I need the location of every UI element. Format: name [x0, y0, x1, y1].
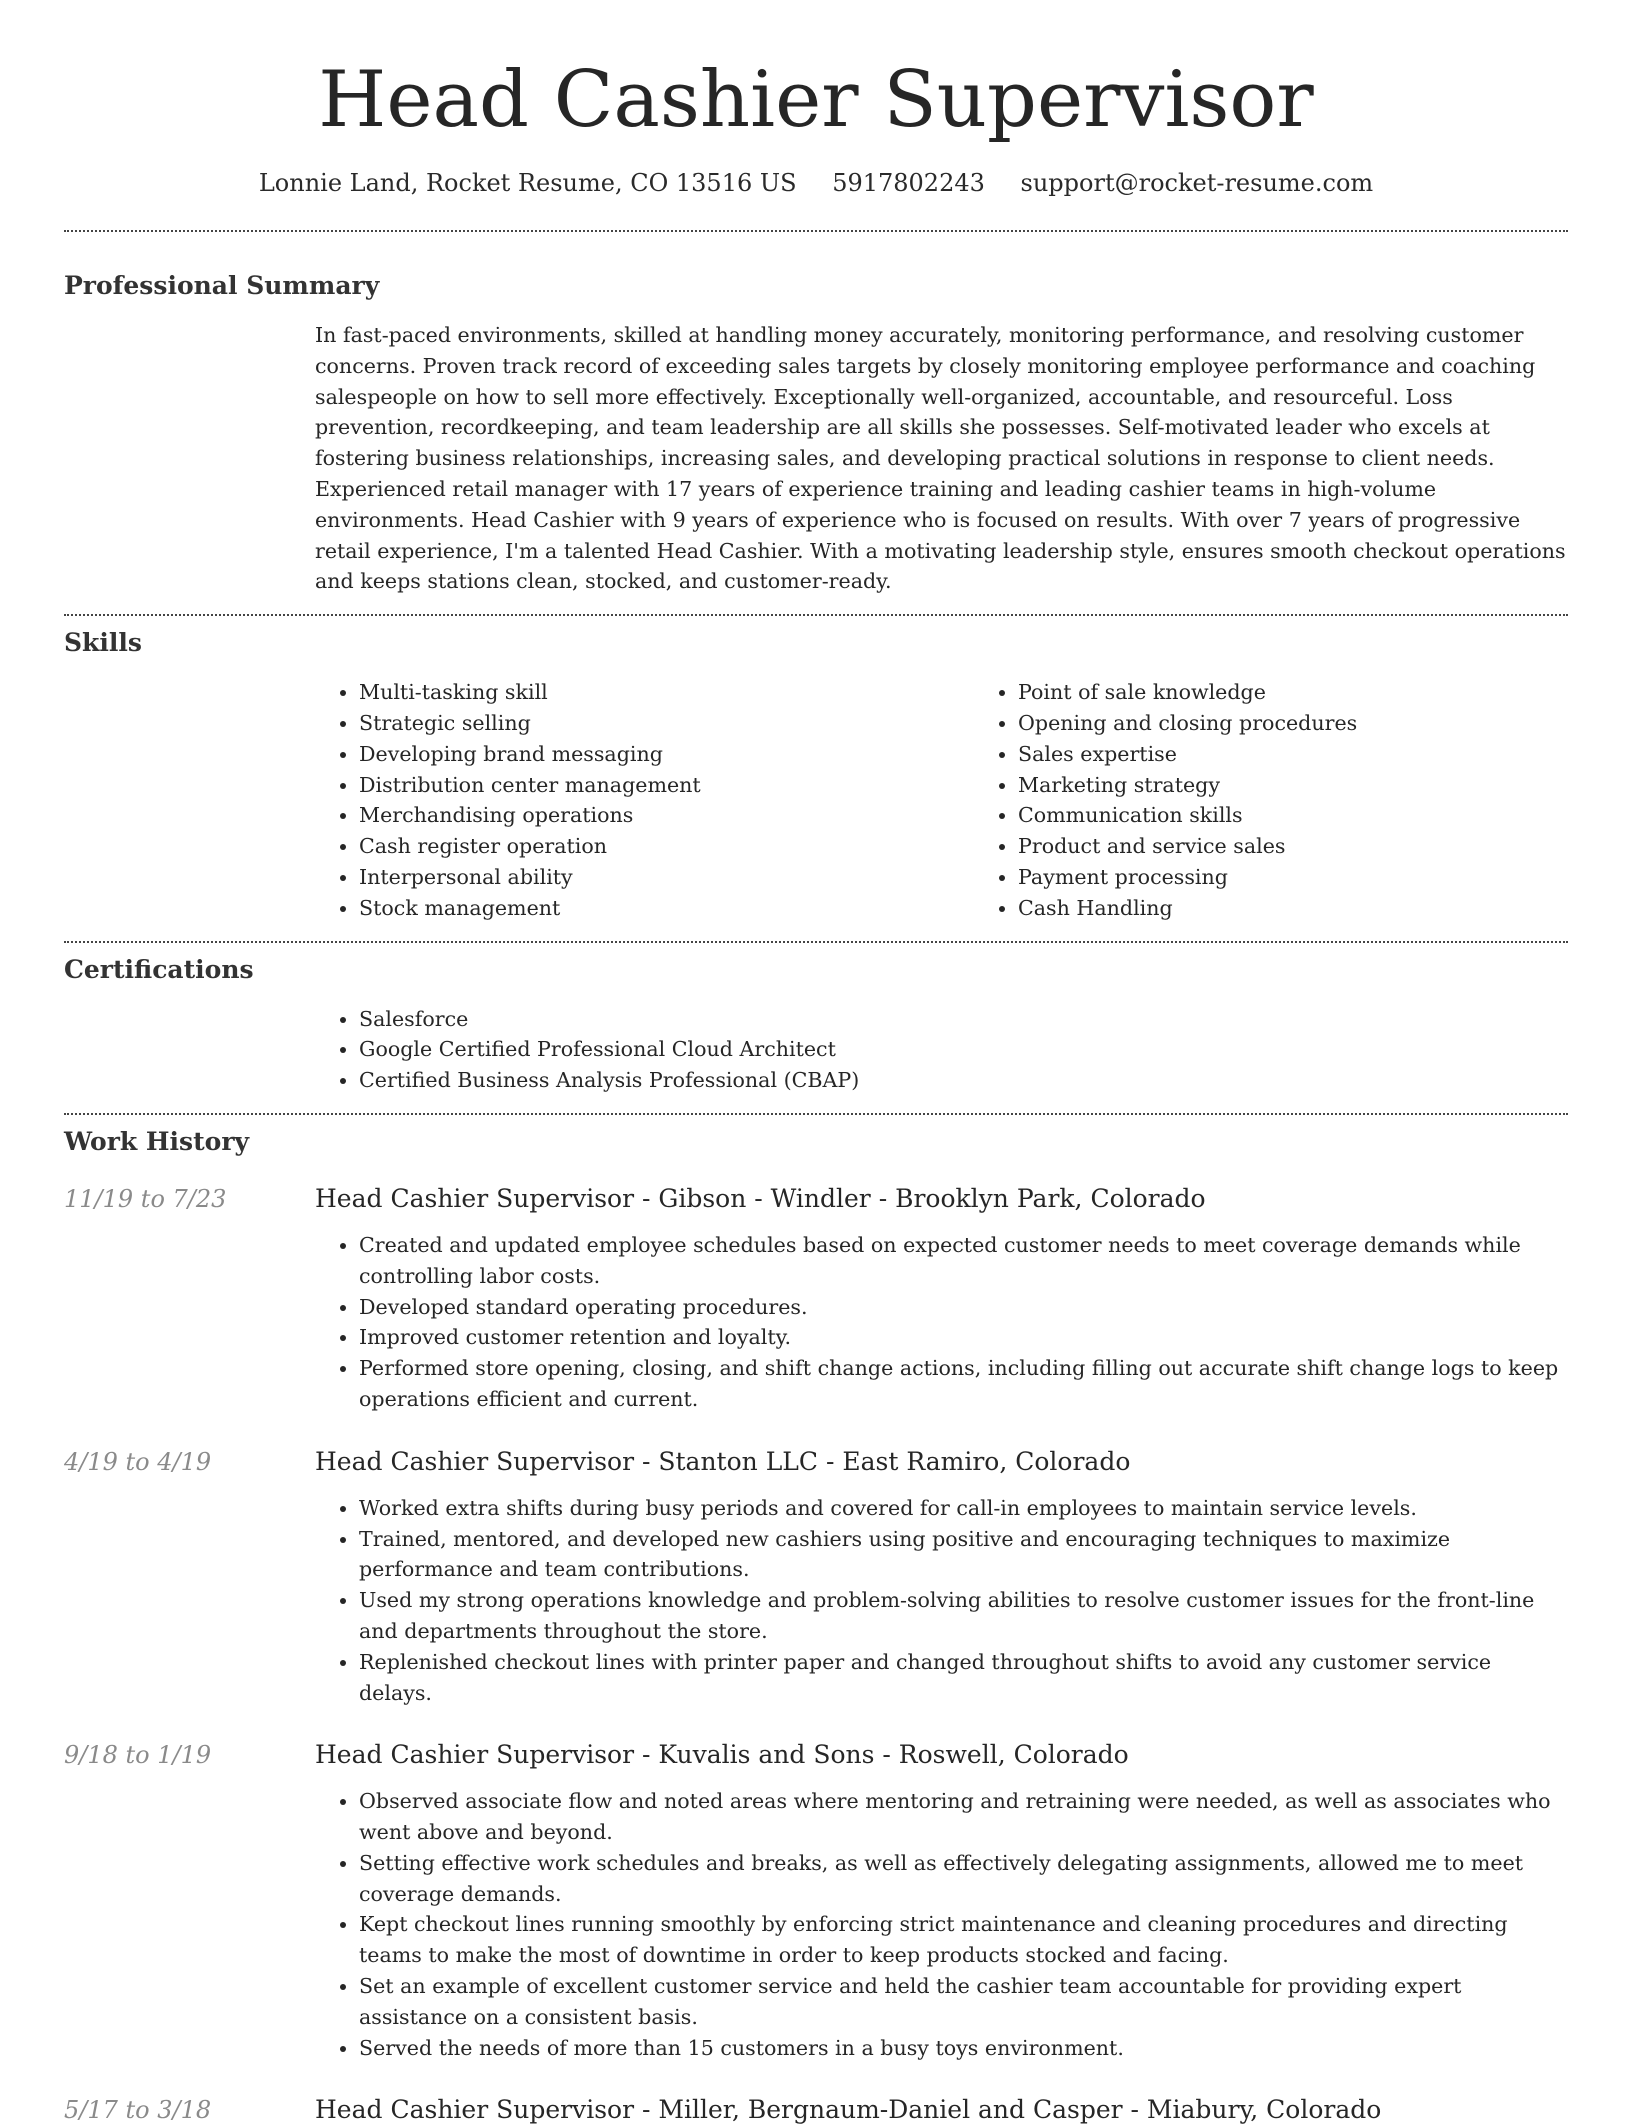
- contact-address: Lonnie Land, Rocket Resume, CO 13516 US: [258, 169, 797, 197]
- job-dates: 9/18 to 1/19: [64, 1741, 212, 1770]
- list-item: • Kept checkout lines running smoothly by enforcing strict maintenance and cleaning procedures and directing teams to make the most of downtime in order to keep products stocked and facing.: [359, 1909, 1568, 1971]
- list-item: • Multi-tasking skill: [359, 677, 974, 708]
- list-item: • Developing brand messaging: [359, 739, 974, 770]
- list-item: • Set an example of excellent customer service and held the cashier team accountable for providing expert assistance on a consistent basis.: [359, 1971, 1568, 2033]
- contact-email[interactable]: support@rocket-resume.com: [1020, 169, 1374, 197]
- list-item: • Stock management: [359, 893, 974, 924]
- list-item: • Developed standard operating procedures.: [359, 1292, 1568, 1323]
- job-dates: 4/19 to 4/19: [64, 1447, 212, 1476]
- job-dates: 11/19 to 7/23: [64, 1184, 227, 1213]
- contact-phone: 5917802243: [832, 169, 985, 197]
- skills-title: Skills: [64, 628, 142, 658]
- job-dates: 5/17 to 3/18: [64, 2096, 212, 2125]
- job-entry: [64, 1738, 1568, 2063]
- certifications-title: Certifications: [64, 954, 254, 984]
- work-history-title: Work History: [64, 1126, 250, 1156]
- list-item: • Merchandising operations: [359, 800, 974, 831]
- list-item: • Replenished checkout lines with printer paper and changed throughout shifts to avoid any customer service delays.: [359, 1647, 1568, 1709]
- section-divider: [64, 1113, 1568, 1115]
- skills-list-right: [974, 677, 1357, 923]
- skills-list-left: [315, 677, 974, 923]
- certifications-list: [315, 1004, 1568, 1096]
- certifications-section: [64, 953, 1568, 1096]
- summary-section: [64, 269, 1568, 597]
- job-title: Head Cashier Supervisor - Miller, Bergnaum-Daniel and Casper - Miabury, Colorado: [315, 2095, 1382, 2125]
- list-item: • Payment processing: [1018, 862, 1357, 893]
- list-item: • Cash Handling: [1018, 893, 1357, 924]
- list-item: • Interpersonal ability: [359, 862, 974, 893]
- job-title: Head Cashier Supervisor - Kuvalis and Sons - Roswell, Colorado: [315, 1740, 1129, 1770]
- candidate-name: Head Cashier Supervisor: [318, 55, 1314, 145]
- list-item: • Google Certified Professional Cloud Architect: [359, 1034, 1568, 1065]
- job-entry: [64, 1182, 1568, 1415]
- list-item: • Point of sale knowledge: [1018, 677, 1357, 708]
- list-item: • Setting effective work schedules and breaks, as well as effectively delegating assignments, allowed me to meet coverage demands.: [359, 1848, 1568, 1910]
- list-item: • Opening and closing procedures: [1018, 708, 1357, 739]
- skills-section: [64, 626, 1568, 923]
- summary-text: In fast-paced environments, skilled at handling money accurately, monitoring performance, and resolving customer concerns. Proven track record of exceeding sales targets by closely monitoring employee performance and coaching salespeople on how to sell more effectively. Exceptionally well-organized, accountable, and resourceful. Loss prevention, recordkeeping, and team leadership are all skills she possesses. Self-motivated leader who excels at fostering business relationships, increasing sales, and developing practical solutions in response to client needs. Experienced retail manager with 17 years of experience training and leading cashier teams in high-volume environments. Head Cashier with 9 years of experience who is focused on results. With over 7 years of progressive retail experience, I'm a talented Head Cashier. With a motivating leadership style, ensures smooth checkout operations and keeps stations clean, stocked, and customer-ready.: [315, 323, 1566, 594]
- list-item: • Performed store opening, closing, and shift change actions, including filling out accurate shift change logs to keep operations efficient and current.: [359, 1353, 1568, 1415]
- list-item: • Trained, mentored, and developed new cashiers using positive and encouraging techniques to maximize performance and team contributions.: [359, 1524, 1568, 1586]
- job-bullets: [315, 1493, 1568, 1709]
- list-item: • Created and updated employee schedules based on expected customer needs to meet coverage demands while controlling labor costs.: [359, 1230, 1568, 1292]
- resume-page: [64, 0, 1568, 2127]
- list-item: • Distribution center management: [359, 770, 974, 801]
- list-item: • Product and service sales: [1018, 831, 1357, 862]
- section-divider: [64, 230, 1568, 232]
- list-item: • Served the needs of more than 15 customers in a busy toys environment.: [359, 2033, 1568, 2064]
- list-item: • Communication skills: [1018, 800, 1357, 831]
- list-item: • Salesforce: [359, 1004, 1568, 1035]
- job-bullets: [315, 1786, 1568, 2063]
- section-divider: [64, 941, 1568, 943]
- list-item: • Used my strong operations knowledge and problem-solving abilities to resolve customer issues for the front-line and departments throughout the store.: [359, 1585, 1568, 1647]
- contact-line: [64, 166, 1568, 200]
- job-entry: [64, 1445, 1568, 1709]
- summary-title: Professional Summary: [64, 271, 380, 300]
- job-entry: [64, 2093, 1568, 2127]
- job-bullets: [315, 1230, 1568, 1415]
- work-history-section: [64, 1125, 1568, 2127]
- jobs-list: [64, 1182, 1568, 2127]
- list-item: • Sales expertise: [1018, 739, 1357, 770]
- job-title: Head Cashier Supervisor - Gibson - Windler - Brooklyn Park, Colorado: [315, 1183, 1206, 1213]
- list-item: • Improved customer retention and loyalty.: [359, 1322, 1568, 1353]
- list-item: • Strategic selling: [359, 708, 974, 739]
- list-item: • Certified Business Analysis Professional (CBAP): [359, 1065, 1568, 1096]
- section-divider: [64, 614, 1568, 616]
- list-item: • Cash register operation: [359, 831, 974, 862]
- list-item: • Worked extra shifts during busy periods and covered for call-in employees to maintain service levels.: [359, 1493, 1568, 1524]
- list-item: • Observed associate flow and noted areas where mentoring and retraining were needed, as well as associates who went above and beyond.: [359, 1786, 1568, 1848]
- list-item: • Marketing strategy: [1018, 770, 1357, 801]
- job-title: Head Cashier Supervisor - Stanton LLC - East Ramiro, Colorado: [315, 1446, 1131, 1476]
